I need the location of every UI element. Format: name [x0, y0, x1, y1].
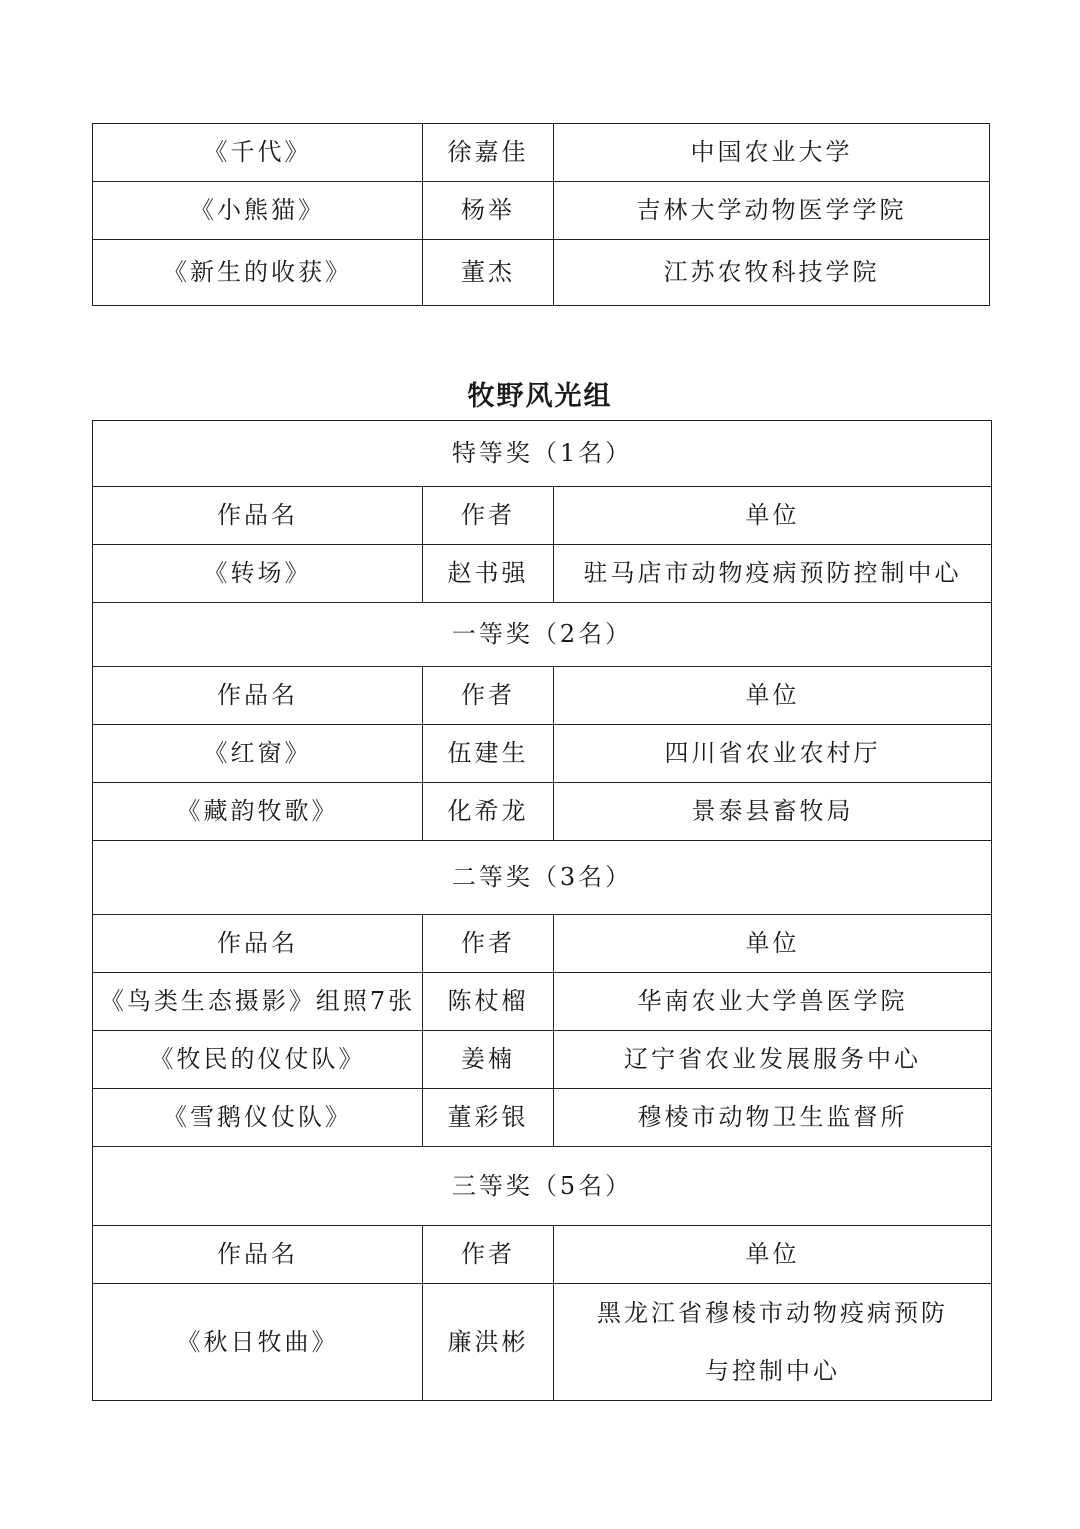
- table-row: [93, 545, 992, 603]
- author-name: 廉洪彬: [423, 1284, 554, 1401]
- header-unit: 单位: [554, 915, 992, 973]
- header-unit: 单位: [554, 487, 992, 545]
- work-title: 《转场》: [93, 545, 423, 603]
- author-name: 董彩银: [423, 1089, 554, 1147]
- header-unit: 单位: [554, 667, 992, 725]
- work-title: 《秋日牧曲》: [93, 1284, 423, 1401]
- unit-name: 四川省农业农村厅: [554, 725, 992, 783]
- unit-name: 中国农业大学: [554, 124, 990, 182]
- author-name: 姜楠: [423, 1031, 554, 1089]
- header-row: [93, 915, 992, 973]
- author-name: 伍建生: [423, 725, 554, 783]
- previous-awards-table: [92, 123, 990, 306]
- table-row: [93, 124, 990, 182]
- header-author: 作者: [423, 1226, 554, 1284]
- work-title: 《千代》: [93, 124, 423, 182]
- header-author: 作者: [423, 667, 554, 725]
- award-title: 特等奖（1名）: [93, 421, 992, 487]
- award-title: 二等奖（3名）: [93, 841, 992, 915]
- award-title-row: [93, 421, 992, 487]
- award-title-row: [93, 841, 992, 915]
- author-name: 赵书强: [423, 545, 554, 603]
- table-row: [93, 783, 992, 841]
- table-row: [93, 973, 992, 1031]
- header-row: [93, 667, 992, 725]
- author-name: 徐嘉佳: [423, 124, 554, 182]
- landscape-awards-table: [92, 420, 992, 1401]
- unit-name: 驻马店市动物疫病预防控制中心: [554, 545, 992, 603]
- work-title: 《小熊猫》: [93, 182, 423, 240]
- work-title: 《藏韵牧歌》: [93, 783, 423, 841]
- unit-line-2: 与控制中心: [705, 1357, 840, 1385]
- header-author: 作者: [423, 487, 554, 545]
- work-title: 《牧民的仪仗队》: [93, 1031, 423, 1089]
- work-title: 《鸟类生态摄影》组照7张: [93, 973, 423, 1031]
- header-row: [93, 487, 992, 545]
- author-name: 陈杖榴: [423, 973, 554, 1031]
- author-name: 化希龙: [423, 783, 554, 841]
- unit-name: 江苏农牧科技学院: [554, 240, 990, 306]
- unit-line-1: 黑龙江省穆棱市动物疫病预防: [597, 1299, 948, 1327]
- unit-name: [554, 1284, 992, 1401]
- award-title: 三等奖（5名）: [93, 1147, 992, 1226]
- header-work: 作品名: [93, 487, 423, 545]
- unit-name: 穆棱市动物卫生监督所: [554, 1089, 992, 1147]
- table-row: [93, 725, 992, 783]
- header-author: 作者: [423, 915, 554, 973]
- header-work: 作品名: [93, 915, 423, 973]
- work-title: 《雪鹅仪仗队》: [93, 1089, 423, 1147]
- table-row: [93, 240, 990, 306]
- unit-name: 吉林大学动物医学学院: [554, 182, 990, 240]
- unit-name: 辽宁省农业发展服务中心: [554, 1031, 992, 1089]
- work-title: 《红窗》: [93, 725, 423, 783]
- award-title-row: [93, 603, 992, 667]
- header-work: 作品名: [93, 1226, 423, 1284]
- unit-name: 华南农业大学兽医学院: [554, 973, 992, 1031]
- unit-name: 景泰县畜牧局: [554, 783, 992, 841]
- award-title-row: [93, 1147, 992, 1226]
- author-name: 董杰: [423, 240, 554, 306]
- header-work: 作品名: [93, 667, 423, 725]
- header-unit: 单位: [554, 1226, 992, 1284]
- section-title: 牧野风光组: [467, 381, 613, 412]
- award-title: 一等奖（2名）: [93, 603, 992, 667]
- table-row: [93, 1284, 992, 1401]
- table-row: [93, 182, 990, 240]
- author-name: 杨举: [423, 182, 554, 240]
- table-row: [93, 1031, 992, 1089]
- table-row: [93, 1089, 992, 1147]
- work-title: 《新生的收获》: [93, 240, 423, 306]
- header-row: [93, 1226, 992, 1284]
